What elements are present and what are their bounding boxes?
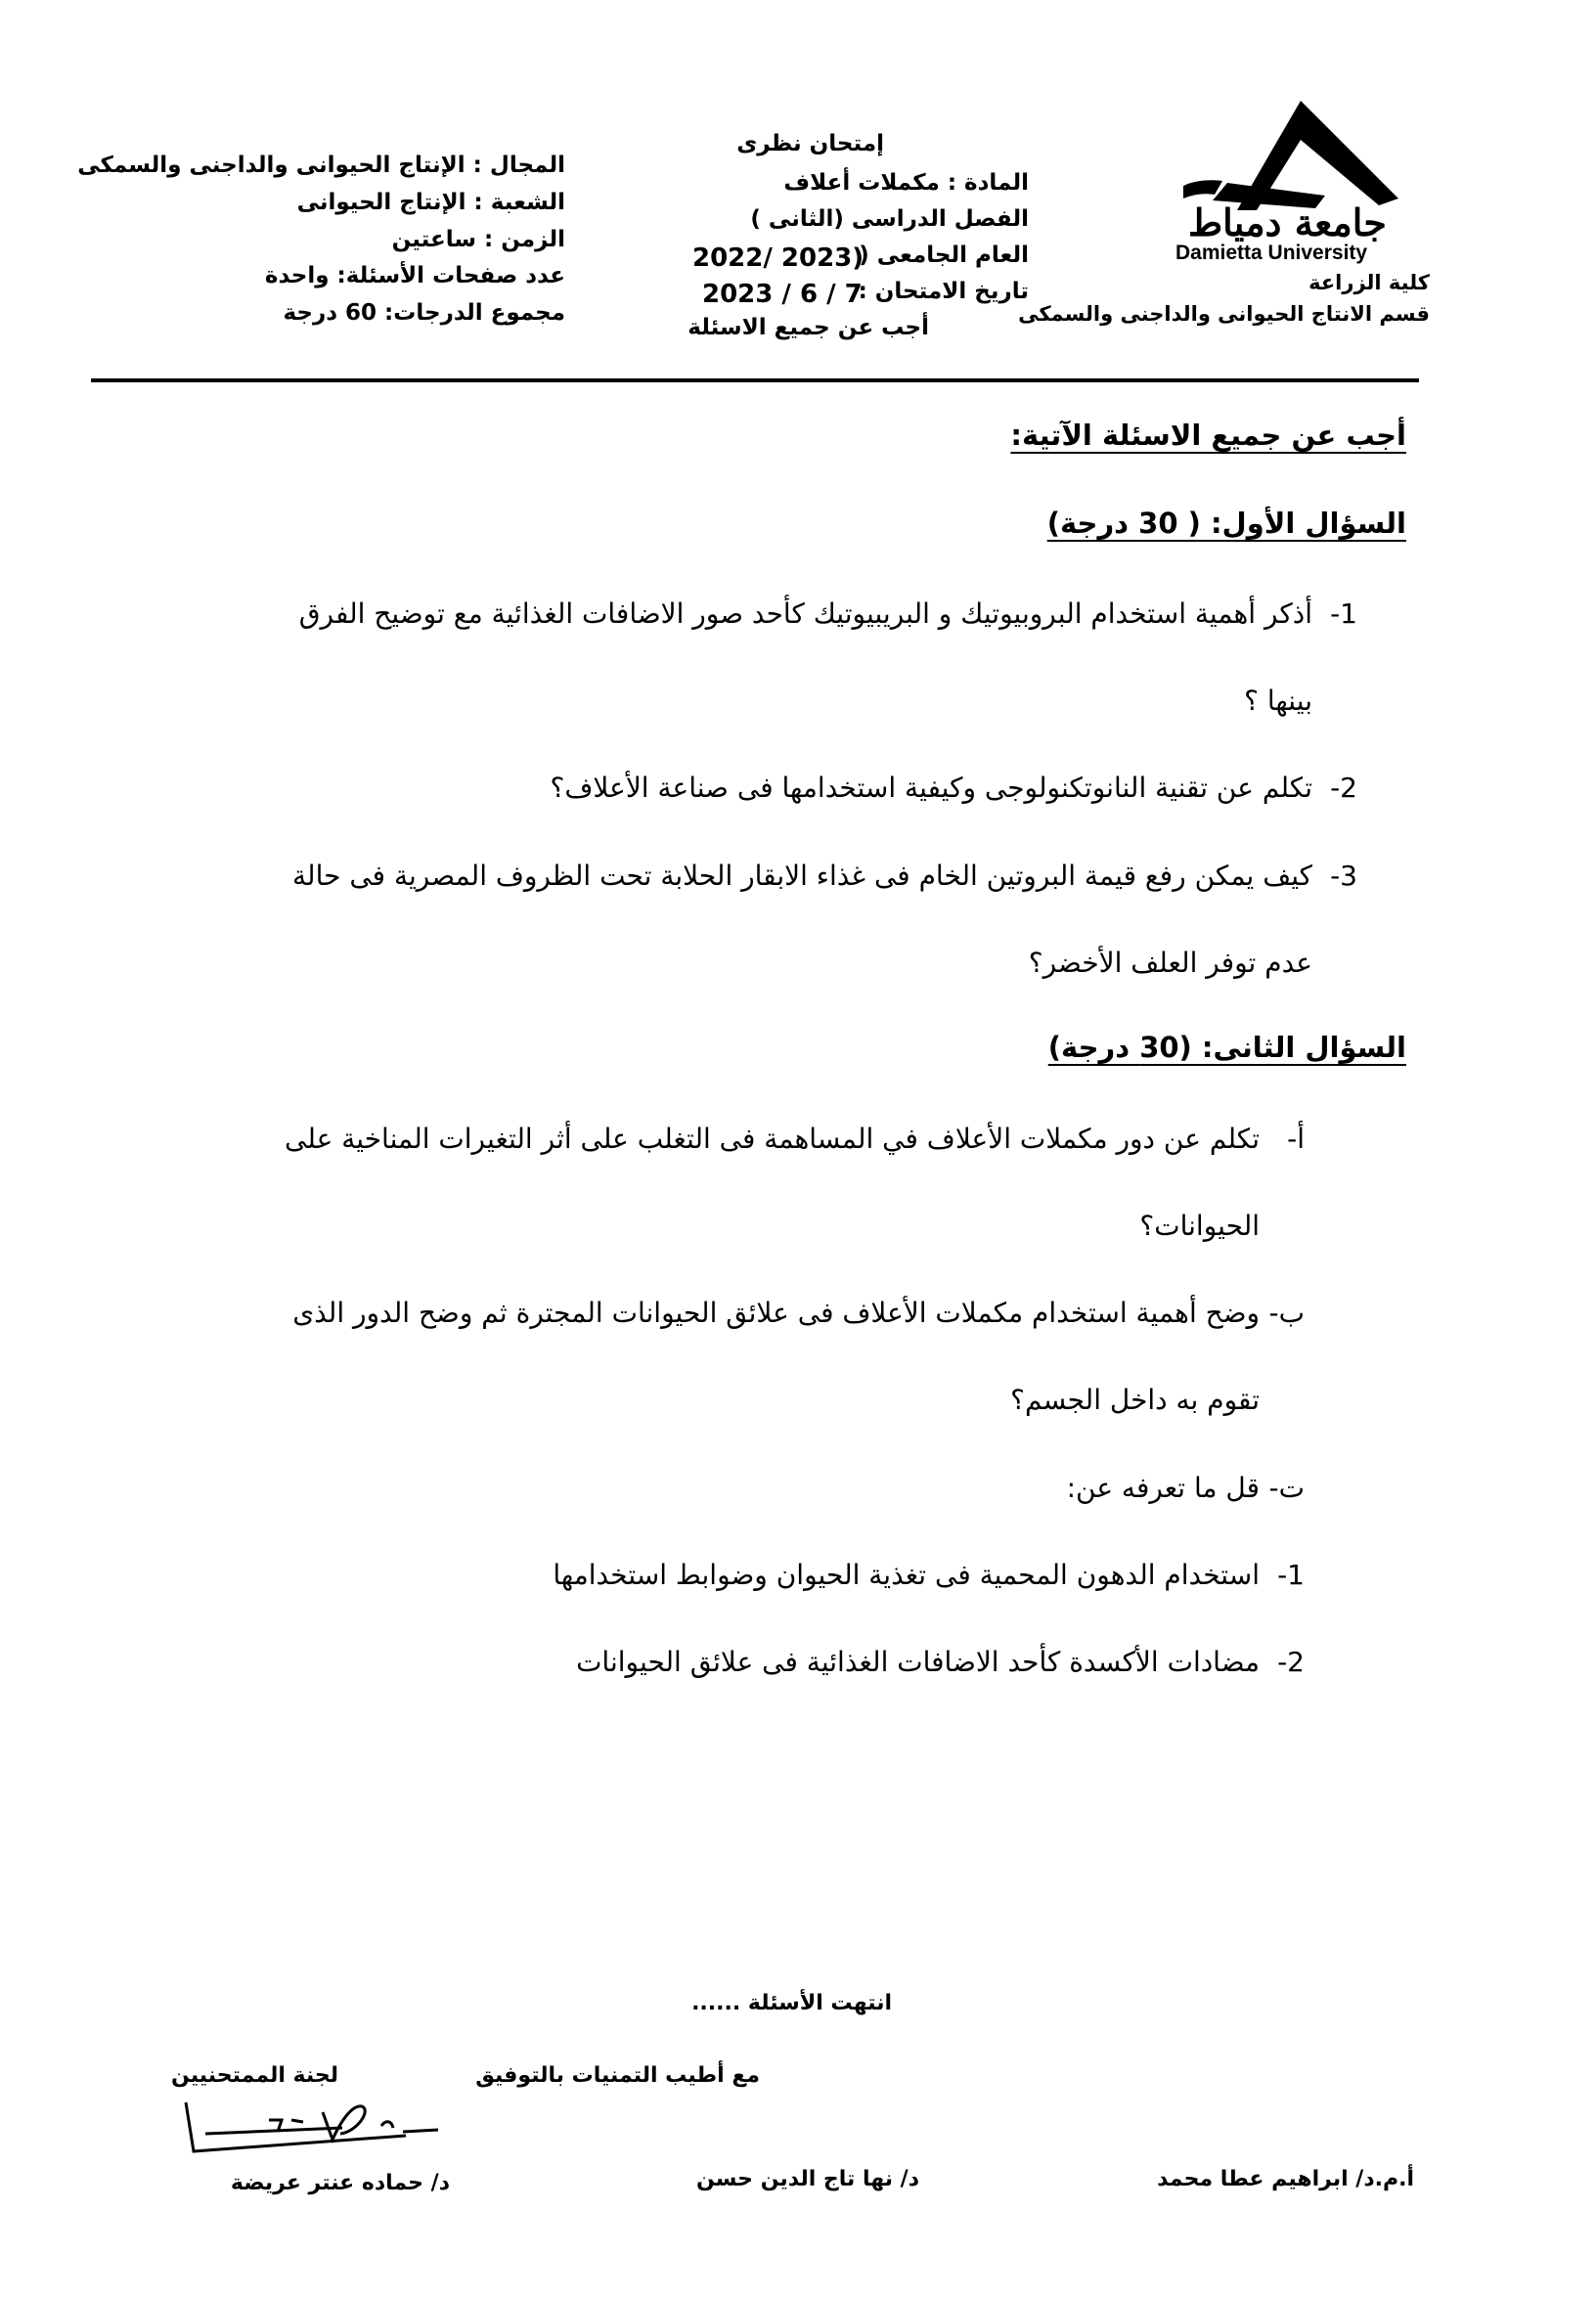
exam-type: إمتحان نظرى <box>736 131 884 156</box>
q2-subitem-2-number: 2- <box>1277 1646 1305 1678</box>
q2-item-a-number: أ- <box>1287 1123 1305 1155</box>
examiner-3: د/ حماده عنتر عريضة <box>230 2171 450 2195</box>
q1-item-1-line2: بينها ؟ <box>1244 685 1312 717</box>
university-logo <box>1018 93 1430 337</box>
best-wishes: مع أطيب التمنيات بالتوفيق <box>475 2063 760 2088</box>
q2-item-b-line2: تقوم به داخل الجسم؟ <box>1010 1384 1260 1416</box>
q2-item-c-number: ت- <box>1268 1472 1305 1504</box>
q2-item-c-line1: قل ما تعرفه عن: <box>1066 1472 1260 1504</box>
exam-date-label: تاريخ الامتحان : <box>858 279 1029 304</box>
time-info: الزمن : ساعتين <box>391 227 565 252</box>
division-info: الشعبة : الإنتاج الحيوانى <box>296 190 565 215</box>
faculty-name: كلية الزراعة <box>1308 271 1430 294</box>
exam-answer-all: أجب عن جميع الاسئلة <box>687 315 929 340</box>
q1-title: السؤال الأول: ( 30 درجة) <box>1046 507 1406 540</box>
examiner-2: د/ نها تاج الدين حسن <box>696 2167 919 2191</box>
examiners-committee: لجنة الممتحنيين <box>171 2063 338 2088</box>
q1-item-1-number: 1- <box>1330 597 1357 630</box>
q1-item-1-line1: أذكر أهمية استخدام البروبيوتيك و البريبيوتيك كأحد صور الاضافات الغذائية مع توضيح الفرق <box>298 597 1312 630</box>
q1-item-3-line2: عدم توفر العلف الأخضر؟ <box>1028 947 1312 979</box>
signature-icon <box>176 2093 450 2161</box>
exam-year-label: العام الجامعى ( <box>859 243 1029 268</box>
q2-subitem-2-text: مضادات الأكسدة كأحد الاضافات الغذائية فى علائق الحيوانات <box>576 1646 1260 1678</box>
q1-item-2-line1: تكلم عن تقنية النانوتكنولوجى وكيفية استخدامها فى صناعة الأعلاف؟ <box>550 772 1312 804</box>
exam-subject: المادة : مكملات أعلاف <box>783 170 1029 196</box>
exam-semester: الفصل الدراسى (الثانى ) <box>750 206 1029 232</box>
general-instruction: أجب عن جميع الاسئلة الآتية: <box>1010 419 1406 452</box>
q1-item-3-number: 3- <box>1330 860 1357 892</box>
q1-item-3-line1: كيف يمكن رفع قيمة البروتين الخام فى غذاء الابقار الحلابة تحت الظروف المصرية فى حالة <box>292 860 1312 892</box>
q2-subitem-1-number: 1- <box>1277 1559 1305 1591</box>
q2-subitem-1-text: استخدام الدهون المحمية فى تغذية الحيوان وضوابط استخدامها <box>553 1559 1260 1591</box>
pages-info: عدد صفحات الأسئلة: واحدة <box>264 263 565 288</box>
logo-emblem-icon <box>1154 93 1408 210</box>
q2-title: السؤال الثانى: (30 درجة) <box>1047 1031 1406 1064</box>
logo-university-en: Damietta University <box>1175 242 1368 264</box>
q2-item-b-line1: وضح أهمية استخدام مكملات الأعلاف فى علائق الحيوانات المجترة ثم وضح الدور الذى <box>292 1297 1260 1329</box>
q2-item-a-line1: تكلم عن دور مكملات الأعلاف في المساهمة فى التغلب على أثر التغيرات المناخية على <box>285 1123 1260 1155</box>
end-of-questions: انتهت الأسئلة ...... <box>691 1991 892 2015</box>
q2-item-b-number: ب- <box>1268 1297 1305 1329</box>
q2-item-a-line2: الحيوانات؟ <box>1139 1210 1260 1242</box>
total-marks-info: مجموع الدرجات: 60 درجة <box>283 300 565 326</box>
field-info: المجال : الإنتاج الحيوانى والداجنى والسمكى <box>77 153 565 178</box>
q1-item-2-number: 2- <box>1330 772 1357 804</box>
examiner-1: أ.م.د/ ابراهيم عطا محمد <box>1157 2167 1414 2191</box>
header-divider <box>91 378 1419 382</box>
exam-year-value: 2022/ 2023) <box>692 243 864 273</box>
department-name: قسم الانتاج الحيوانى والداجنى والسمكى <box>1018 302 1430 326</box>
exam-date-value: 2023 / 6 / 7 <box>702 280 863 309</box>
logo-arabic-wordmark: جامعة دمياط <box>1188 200 1387 244</box>
